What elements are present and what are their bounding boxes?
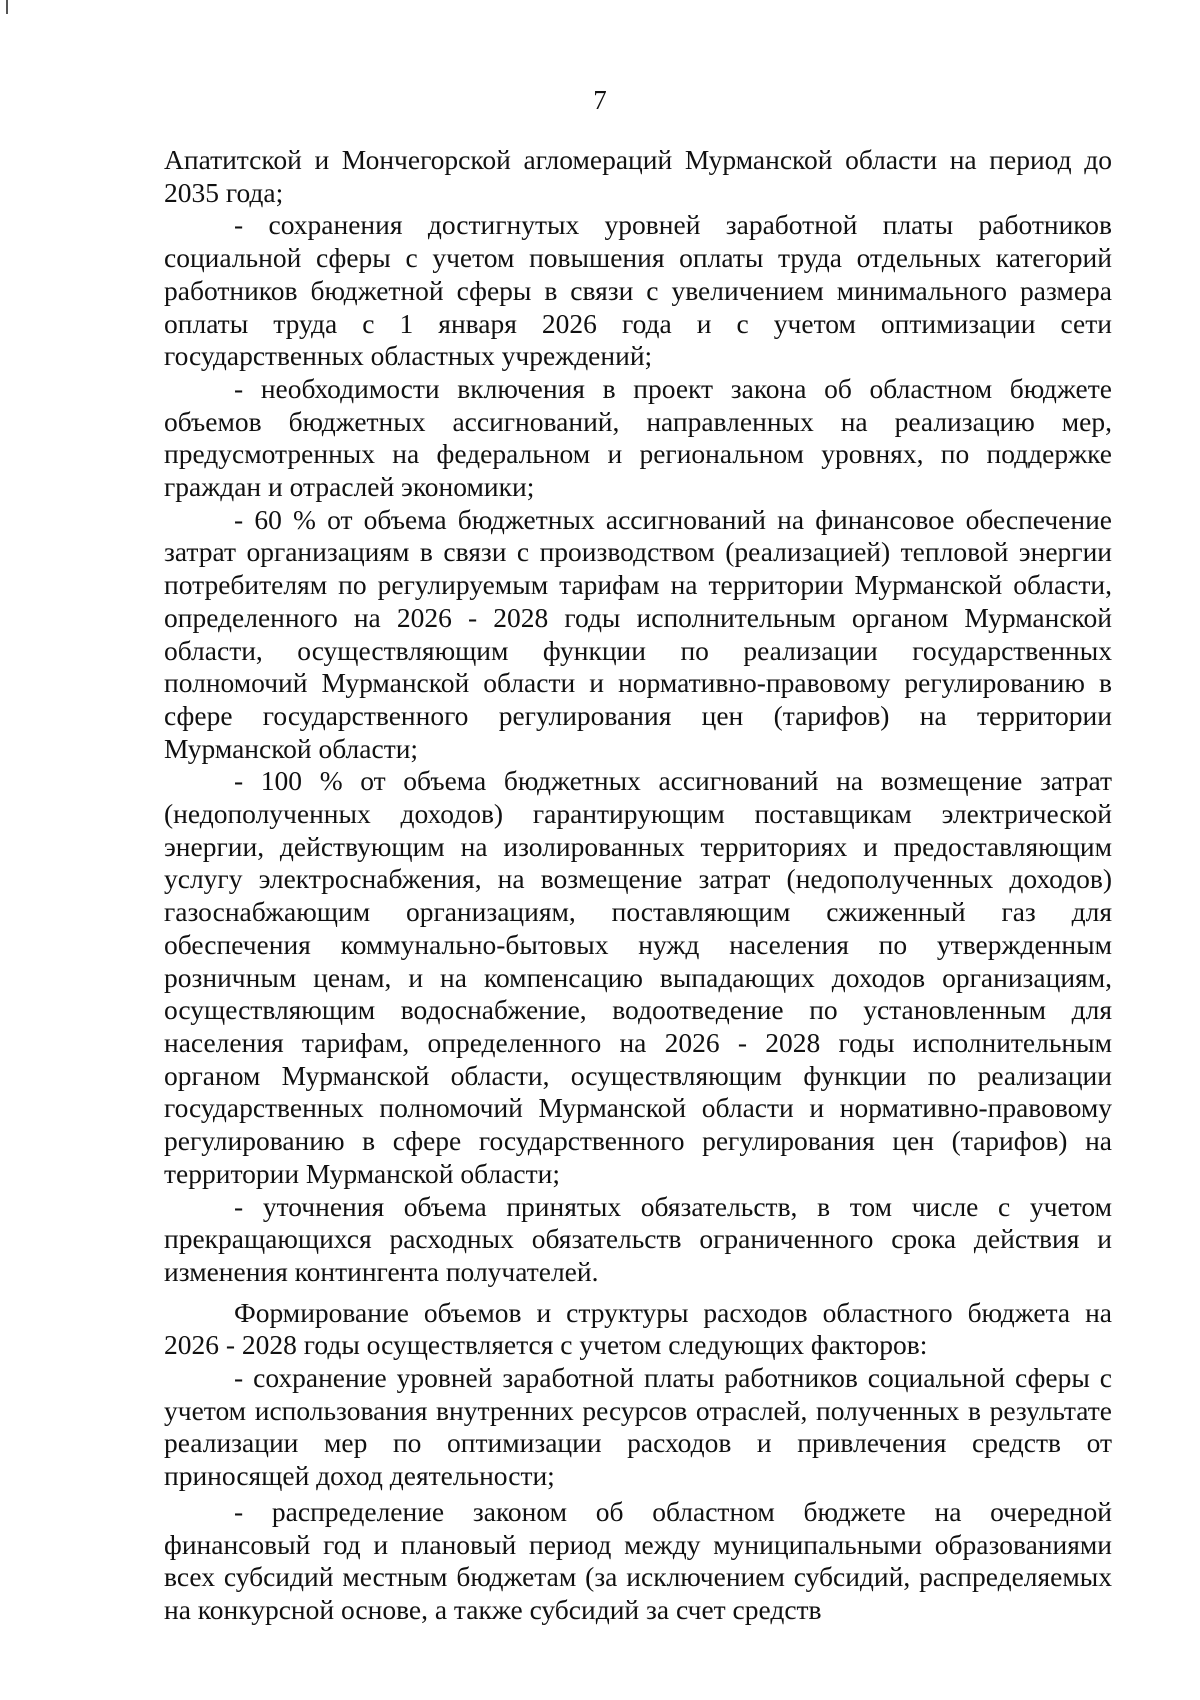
paragraph-6: - уточнения объема принятых обязательств, в том числе с учетом прекращающихся расходных обязательств ограниченного срока действия и изменения контингента получателей. (164, 1190, 1112, 1287)
paragraph-8: - сохранение уровней заработной платы работников социальной сферы с учетом использования внутренних ресурсов отраслей, полученных в результате реализации мер по оптимизации расходов и привлечения средств от приносящей доход деятельности; (164, 1362, 1112, 1492)
paragraph-9: - распределение законом об областном бюджете на очередной финансовый год и плановый период между муниципальными образованиями всех субсидий местным бюджетам (за исключением субсидий, распределяемых на конкурсной основе, а также субсидий за счет средств (164, 1495, 1112, 1625)
paragraph-2: - сохранения достигнутых уровней заработной платы работников социальной сферы с учетом повышения оплаты труда отдельных категорий работников бюджетной сферы в связи с увеличением минимального размера оплаты труда с 1 января 2026 года и с учетом оптимизации сети государственных областных учреждений; (164, 209, 1112, 372)
paragraph-1: Апатитской и Мончегорской агломераций Мурманской области на период до 2035 года; (164, 144, 1112, 208)
paragraph-3: - необходимости включения в проект закона об областном бюджете объемов бюджетных ассигнований, направленных на реализацию мер, предусмотренных на федеральном и региональном уровнях, по поддержке граждан и отраслей экономики; (164, 372, 1112, 503)
page-number: 7 (593, 85, 607, 115)
paragraph-4: - 60 % от объема бюджетных ассигнований на финансовое обеспечение затрат организациям в связи с производством (реализацией) тепловой энергии потребителям по регулируемым тарифам на территории Мурманской области, определенного на 2026 - 2028 годы исполнительным органом Мурманской области, осуществляющим функции по реализации государственных полномочий Мурманской области и нормативно-правовому регулированию в сфере государственного регулирования цен (тарифов) на территории Мурманской области; (164, 503, 1112, 764)
scan-corner-mark (6, 0, 17, 14)
paragraph-5: - 100 % от объема бюджетных ассигнований на возмещение затрат (недополученных доходов) гарантирующим поставщикам электрической энергии, действующим на изолированных территориях и предоставляющим услугу электроснабжения, на возмещение затрат (недополученных доходов) газоснабжающим организациям, поставляющим сжиженный газ для обеспечения коммунально-бытовых нужд населения по утвержденным розничным ценам, и на компенсацию выпадающих доходов организациям, осуществляющим водоснабжение, водоотведение по установленным для населения тарифам, определенного на 2026 - 2028 годы исполнительным органом Мурманской области, осуществляющим функции по реализации государственных полномочий Мурманской области и нормативно-правовому регулированию в сфере государственного регулирования цен (тарифов) на территории Мурманской области; (164, 765, 1112, 1189)
paragraph-7: Формирование объемов и структуры расходов областного бюджета на 2026 - 2028 годы осуществляется с учетом следующих факторов: (164, 1296, 1112, 1361)
document-body (164, 144, 1112, 1627)
